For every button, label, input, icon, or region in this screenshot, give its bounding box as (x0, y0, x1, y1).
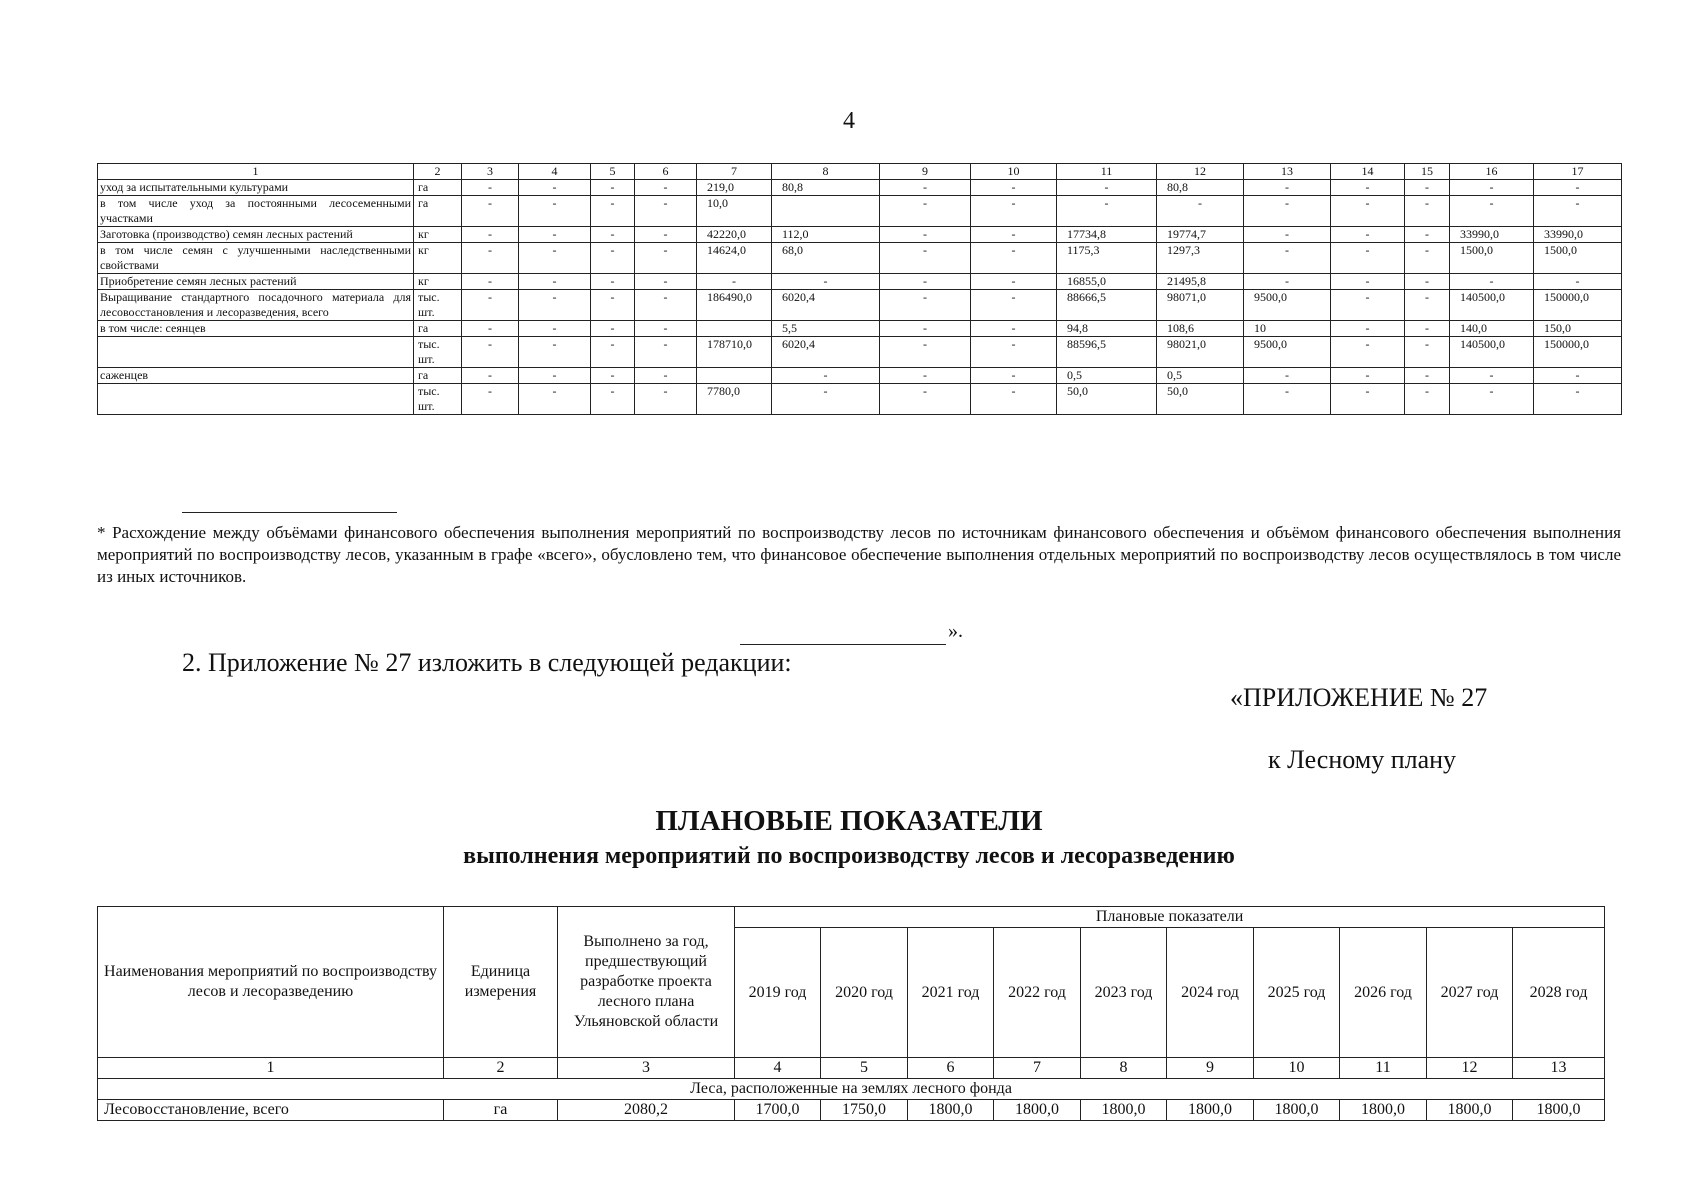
table-cell: - (1244, 384, 1331, 415)
table-cell: 0,5 (1057, 368, 1157, 384)
table-cell: - (591, 321, 635, 337)
row-unit: кг (414, 274, 462, 290)
table-cell: 88666,5 (1057, 290, 1157, 321)
table-cell: 5,5 (772, 321, 880, 337)
column-number: 13 (1513, 1058, 1605, 1079)
table-cell: - (971, 243, 1057, 274)
plan-header-numbers (98, 1058, 1605, 1079)
table-cell: - (591, 274, 635, 290)
table-cell: - (1244, 180, 1331, 196)
table-cell: - (971, 384, 1057, 415)
table-cell: - (462, 196, 519, 227)
row-unit: кг (414, 243, 462, 274)
row-unit: кг (414, 227, 462, 243)
column-number: 2 (444, 1058, 558, 1079)
plan-header-row-1 (98, 907, 1605, 928)
year-header: 2019 год (735, 928, 821, 1058)
row-value: 1700,0 (735, 1100, 821, 1121)
table-cell: - (519, 290, 591, 321)
row-name (98, 337, 414, 368)
table-cell: 80,8 (772, 180, 880, 196)
column-number: 1 (98, 1058, 444, 1079)
table-cell: - (591, 180, 635, 196)
table-cell: - (635, 196, 697, 227)
column-number: 12 (1427, 1058, 1513, 1079)
column-number: 6 (908, 1058, 994, 1079)
table-cell: - (1405, 180, 1450, 196)
table-cell: - (591, 368, 635, 384)
column-number: 4 (735, 1058, 821, 1079)
table-cell: - (880, 337, 971, 368)
column-header: 10 (971, 164, 1057, 180)
table-cell: 68,0 (772, 243, 880, 274)
table-cell: - (1331, 274, 1405, 290)
table-cell: - (880, 368, 971, 384)
table-cell: - (1405, 243, 1450, 274)
column-header: 6 (635, 164, 697, 180)
table-cell: - (1244, 243, 1331, 274)
row-unit: га (414, 196, 462, 227)
page-number: 4 (843, 108, 855, 134)
closing-quote: ». (948, 620, 963, 642)
table-cell: - (1405, 274, 1450, 290)
table-cell: - (635, 243, 697, 274)
table-cell: 6020,4 (772, 337, 880, 368)
table-cell: 17734,8 (1057, 227, 1157, 243)
row-unit: га (414, 321, 462, 337)
year-header: 2024 год (1167, 928, 1254, 1058)
table-cell: - (880, 196, 971, 227)
table-cell: - (635, 290, 697, 321)
row-name: Заготовка (производство) семян лесных растений (98, 227, 414, 243)
table-cell: 1297,3 (1157, 243, 1244, 274)
table-cell: 6020,4 (772, 290, 880, 321)
table-cell: - (1450, 384, 1534, 415)
table-cell: 33990,0 (1450, 227, 1534, 243)
table-cell: - (1405, 337, 1450, 368)
table-cell: - (462, 368, 519, 384)
row-value: 1800,0 (1254, 1100, 1340, 1121)
table-cell: - (1057, 196, 1157, 227)
row-done: 2080,2 (558, 1100, 735, 1121)
table-cell: - (880, 290, 971, 321)
table-cell: - (519, 321, 591, 337)
table-cell: - (1331, 321, 1405, 337)
item-2-text: 2. Приложение № 27 изложить в следующей редакции: (182, 648, 792, 677)
row-value: 1800,0 (994, 1100, 1081, 1121)
table-cell: 150000,0 (1534, 290, 1622, 321)
header-done: Выполнено за год, предшествующий разработке проекта лесного плана Ульяновской области (558, 907, 735, 1058)
row-unit: га (414, 180, 462, 196)
header-names: Наименования мероприятий по воспроизводству лесов и лесоразведению (98, 907, 444, 1058)
table-cell: - (591, 337, 635, 368)
table-cell: 19774,7 (1157, 227, 1244, 243)
column-number: 11 (1340, 1058, 1427, 1079)
table-cell: - (462, 384, 519, 415)
table-cell: - (1331, 368, 1405, 384)
table-cell: - (591, 196, 635, 227)
table-cell: 50,0 (1057, 384, 1157, 415)
table-cell: - (591, 384, 635, 415)
table-cell: - (635, 180, 697, 196)
column-header: 15 (1405, 164, 1450, 180)
table-cell: 150,0 (1534, 321, 1622, 337)
year-header: 2027 год (1427, 928, 1513, 1058)
column-number: 3 (558, 1058, 735, 1079)
table-row (98, 1100, 1605, 1121)
table-cell: 80,8 (1157, 180, 1244, 196)
column-header: 11 (1057, 164, 1157, 180)
table-cell: - (462, 337, 519, 368)
table-cell: - (772, 384, 880, 415)
table-cell: - (1450, 368, 1534, 384)
column-header: 2 (414, 164, 462, 180)
table-cell: - (1244, 196, 1331, 227)
table-cell: - (635, 384, 697, 415)
table-cell: 178710,0 (697, 337, 772, 368)
column-number: 9 (1167, 1058, 1254, 1079)
main-title: ПЛАНОВЫЕ ПОКАЗАТЕЛИ (655, 805, 1043, 837)
table-cell: - (519, 227, 591, 243)
row-name: в том числе семян с улучшенными наследственными свойствами (98, 243, 414, 274)
table-cell: - (462, 321, 519, 337)
row-value: 1800,0 (1340, 1100, 1427, 1121)
appendix-subtitle: к Лесному плану (1268, 745, 1457, 774)
row-name: Приобретение семян лесных растений (98, 274, 414, 290)
table-cell: - (1450, 196, 1534, 227)
table-cell: - (519, 274, 591, 290)
column-header: 7 (697, 164, 772, 180)
table-cell: - (1157, 196, 1244, 227)
table-cell: - (1405, 196, 1450, 227)
table-cell: - (1534, 180, 1622, 196)
section-title: Леса, расположенные на землях лесного фонда (98, 1079, 1605, 1100)
table-cell: - (1331, 243, 1405, 274)
year-header: 2026 год (1340, 928, 1427, 1058)
table-cell: - (519, 384, 591, 415)
table-cell: - (1534, 384, 1622, 415)
table-cell: - (635, 368, 697, 384)
table-cell: - (971, 227, 1057, 243)
column-header: 17 (1534, 164, 1622, 180)
table-cell: 186490,0 (697, 290, 772, 321)
row-name: в том числе уход за постоянными лесосеменными участками (98, 196, 414, 227)
table-cell: - (1057, 180, 1157, 196)
column-header: 16 (1450, 164, 1534, 180)
table-cell: - (635, 337, 697, 368)
table-cell: - (971, 337, 1057, 368)
table-cell: 50,0 (1157, 384, 1244, 415)
table-row (98, 384, 1622, 415)
table-cell: - (1331, 180, 1405, 196)
table-row (98, 243, 1622, 274)
plan-table (97, 906, 1605, 1121)
table-cell: - (1244, 368, 1331, 384)
table-cell: 140500,0 (1450, 290, 1534, 321)
table-cell: - (880, 274, 971, 290)
table-cell: - (772, 274, 880, 290)
table-cell: - (462, 180, 519, 196)
table-cell: 10,0 (697, 196, 772, 227)
footnote: * Расхождение между объёмами финансового обеспечения выполнения мероприятий по воспроизводству лесов по источникам финансового обеспечения и объёмом финансового обеспечения выполнения мероприятий по воспроизводству лесов, указанным в графе «всего», обусловлено тем, что финансовое обеспечение выполнения отдельных мероприятий по воспроизводству лесов осуществлялось в том числе из иных источников. (97, 523, 1621, 586)
table-cell: - (635, 321, 697, 337)
table-row (98, 274, 1622, 290)
row-value: 1750,0 (821, 1100, 908, 1121)
column-header: 13 (1244, 164, 1331, 180)
column-number: 7 (994, 1058, 1081, 1079)
table-cell: - (880, 243, 971, 274)
column-header: 5 (591, 164, 635, 180)
column-header: 8 (772, 164, 880, 180)
table-cell: - (1405, 368, 1450, 384)
table-cell: 150000,0 (1534, 337, 1622, 368)
table-cell (772, 196, 880, 227)
header-unit: Единица измерения (444, 907, 558, 1058)
table-row (98, 290, 1622, 321)
table-cell: - (772, 368, 880, 384)
table-cell: 7780,0 (697, 384, 772, 415)
column-number: 5 (821, 1058, 908, 1079)
table-cell: - (697, 274, 772, 290)
table-cell: - (462, 274, 519, 290)
table-cell: - (1244, 274, 1331, 290)
table-cell: - (462, 290, 519, 321)
table-cell: - (1534, 196, 1622, 227)
table-cell: - (1405, 384, 1450, 415)
table-cell: - (1450, 274, 1534, 290)
column-number: 10 (1254, 1058, 1340, 1079)
table-cell: - (591, 227, 635, 243)
table-cell: 94,8 (1057, 321, 1157, 337)
table-cell: 21495,8 (1157, 274, 1244, 290)
table-cell: - (971, 274, 1057, 290)
table-cell: 112,0 (772, 227, 880, 243)
table-cell: - (971, 321, 1057, 337)
table-cell: - (1331, 290, 1405, 321)
table-cell: - (462, 227, 519, 243)
table-row (98, 368, 1622, 384)
table-cell: - (519, 337, 591, 368)
row-value: 1800,0 (1081, 1100, 1167, 1121)
table-cell: 33990,0 (1534, 227, 1622, 243)
table-cell: - (971, 368, 1057, 384)
appendix-title: «ПРИЛОЖЕНИЕ № 27 (1230, 683, 1488, 712)
table-cell: - (519, 243, 591, 274)
table-cell: - (1331, 337, 1405, 368)
row-unit: га (444, 1100, 558, 1121)
table-cell: 140500,0 (1450, 337, 1534, 368)
continued-table (97, 163, 1622, 415)
row-name: Выращивание стандартного посадочного материала для лесовосстановления и лесоразведения, всего (98, 290, 414, 321)
table-cell: - (971, 196, 1057, 227)
table-cell: - (591, 290, 635, 321)
table-cell (697, 321, 772, 337)
row-unit: тыс. шт. (414, 290, 462, 321)
row-name: саженцев (98, 368, 414, 384)
table-cell: 16855,0 (1057, 274, 1157, 290)
header-plan: Плановые показатели (735, 907, 1605, 928)
column-number: 8 (1081, 1058, 1167, 1079)
table-cell: 1500,0 (1534, 243, 1622, 274)
table-cell: 1500,0 (1450, 243, 1534, 274)
table-cell: 0,5 (1157, 368, 1244, 384)
row-unit: тыс. шт. (414, 337, 462, 368)
table-cell: 9500,0 (1244, 337, 1331, 368)
table-cell: - (519, 196, 591, 227)
year-header: 2025 год (1254, 928, 1340, 1058)
table-cell: - (880, 227, 971, 243)
table-cell: 98071,0 (1157, 290, 1244, 321)
table-row (98, 196, 1622, 227)
table-cell: - (1331, 227, 1405, 243)
table-cell: 10 (1244, 321, 1331, 337)
table-cell: - (880, 180, 971, 196)
table-cell: 88596,5 (1057, 337, 1157, 368)
table-cell: 98021,0 (1157, 337, 1244, 368)
year-header: 2028 год (1513, 928, 1605, 1058)
column-header: 3 (462, 164, 519, 180)
main-subtitle: выполнения мероприятий по воспроизводству лесов и лесоразведению (463, 843, 1235, 869)
table-row (98, 337, 1622, 368)
row-name: Лесовосстановление, всего (98, 1100, 444, 1121)
table-cell: - (1331, 384, 1405, 415)
table-cell: - (635, 274, 697, 290)
row-value: 1800,0 (1167, 1100, 1254, 1121)
table-cell: - (519, 368, 591, 384)
table-cell: - (880, 384, 971, 415)
table-cell: - (971, 290, 1057, 321)
column-header: 9 (880, 164, 971, 180)
table-cell: - (635, 227, 697, 243)
table-cell: - (1244, 227, 1331, 243)
table-cell: 108,6 (1157, 321, 1244, 337)
table-header-row (98, 164, 1622, 180)
year-header: 2022 год (994, 928, 1081, 1058)
table-cell: - (1331, 196, 1405, 227)
year-header: 2021 год (908, 928, 994, 1058)
column-header: 14 (1331, 164, 1405, 180)
table-row (98, 321, 1622, 337)
table-cell: 9500,0 (1244, 290, 1331, 321)
table-cell: - (1405, 227, 1450, 243)
row-name: уход за испытательными культурами (98, 180, 414, 196)
row-unit: га (414, 368, 462, 384)
table-row (98, 227, 1622, 243)
column-header: 1 (98, 164, 414, 180)
table-cell: - (591, 243, 635, 274)
table-cell: - (1450, 180, 1534, 196)
column-header: 12 (1157, 164, 1244, 180)
row-value: 1800,0 (908, 1100, 994, 1121)
table-row (98, 180, 1622, 196)
row-value: 1800,0 (1513, 1100, 1605, 1121)
table-cell: - (1534, 274, 1622, 290)
table-cell (697, 368, 772, 384)
row-unit: тыс. шт. (414, 384, 462, 415)
footnote-separator (182, 512, 397, 513)
year-header: 2023 год (1081, 928, 1167, 1058)
table-cell: - (971, 180, 1057, 196)
table-cell: 14624,0 (697, 243, 772, 274)
table-cell: 42220,0 (697, 227, 772, 243)
blank-line (740, 644, 946, 645)
table-cell: - (519, 180, 591, 196)
table-cell: - (1534, 368, 1622, 384)
row-value: 1800,0 (1427, 1100, 1513, 1121)
table-cell: - (880, 321, 971, 337)
table-cell: - (462, 243, 519, 274)
table-cell: 140,0 (1450, 321, 1534, 337)
column-header: 4 (519, 164, 591, 180)
table-cell: - (1405, 321, 1450, 337)
table-cell: 219,0 (697, 180, 772, 196)
table-cell: - (1405, 290, 1450, 321)
year-header: 2020 год (821, 928, 908, 1058)
plan-section-row (98, 1079, 1605, 1100)
row-name (98, 384, 414, 415)
table-cell: 1175,3 (1057, 243, 1157, 274)
row-name: в том числе: сеянцев (98, 321, 414, 337)
